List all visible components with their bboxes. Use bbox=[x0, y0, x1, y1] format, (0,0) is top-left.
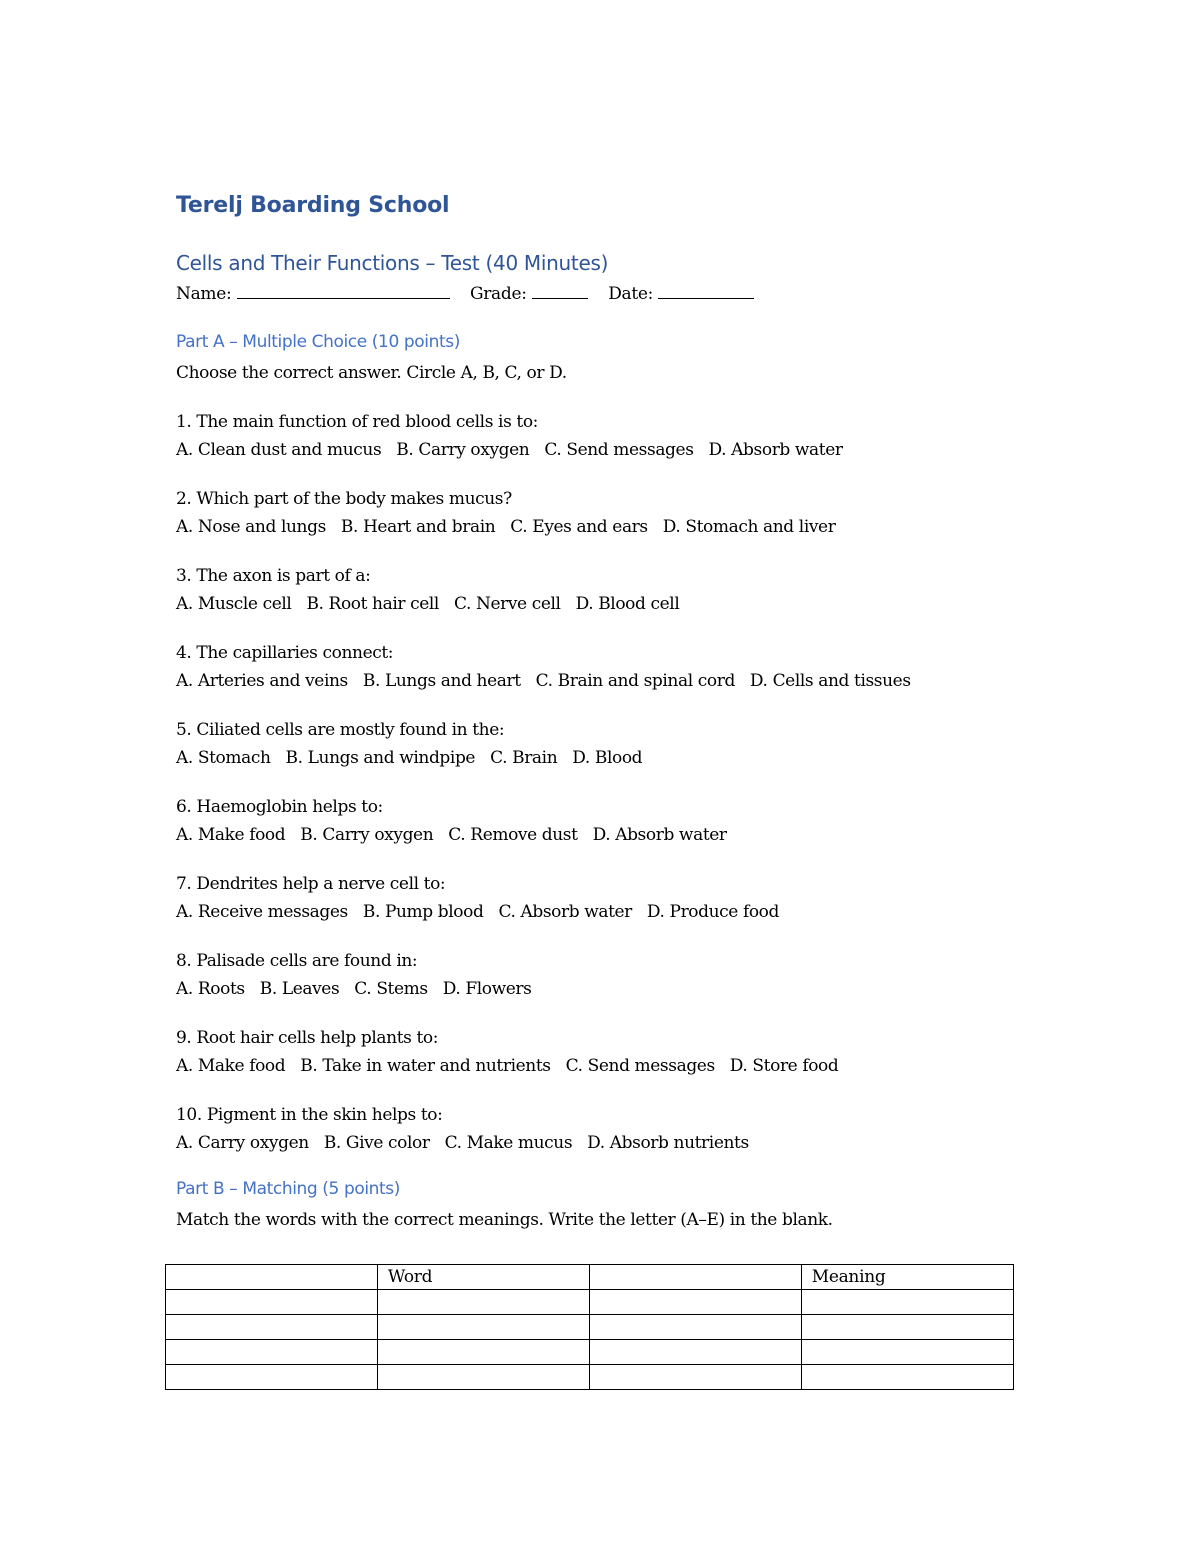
table-cell[interactable] bbox=[377, 1315, 589, 1340]
name-blank[interactable] bbox=[237, 280, 450, 299]
table-cell[interactable] bbox=[166, 1365, 378, 1390]
question-stem: 10. Pigment in the skin helps to: bbox=[176, 1105, 443, 1125]
question-stem: 3. The axon is part of a: bbox=[176, 566, 371, 586]
question-stem: 5. Ciliated cells are mostly found in the: bbox=[176, 720, 505, 740]
question-stem: 2. Which part of the body makes mucus? bbox=[176, 489, 512, 509]
header-cell-blank-1 bbox=[166, 1265, 378, 1290]
question-options: A. Muscle cell B. Root hair cell C. Nerve cell D. Blood cell bbox=[176, 594, 680, 614]
table-row bbox=[166, 1315, 1014, 1340]
table-cell[interactable] bbox=[166, 1290, 378, 1315]
question-options: A. Clean dust and mucus B. Carry oxygen C. Send messages D. Absorb water bbox=[176, 440, 843, 460]
part-a-heading: Part A – Multiple Choice (10 points) bbox=[176, 332, 460, 352]
table-cell[interactable] bbox=[377, 1290, 589, 1315]
question-options: A. Carry oxygen B. Give color C. Make mucus D. Absorb nutrients bbox=[176, 1133, 749, 1153]
grade-label: Grade: bbox=[469, 284, 527, 304]
table-cell[interactable] bbox=[801, 1340, 1013, 1365]
test-page bbox=[176, 190, 1026, 1234]
question-stem: 4. The capillaries connect: bbox=[176, 643, 394, 663]
grade-blank[interactable] bbox=[532, 280, 588, 299]
school-name: Terelj Boarding School bbox=[176, 193, 450, 218]
question-stem: 9. Root hair cells help plants to: bbox=[176, 1028, 439, 1048]
date-label: Date: bbox=[608, 284, 654, 304]
table-cell[interactable] bbox=[377, 1340, 589, 1365]
table-cell[interactable] bbox=[801, 1365, 1013, 1390]
question-options: A. Nose and lungs B. Heart and brain C. Eyes and ears D. Stomach and liver bbox=[176, 517, 836, 537]
question-2 bbox=[176, 485, 1026, 541]
table-cell[interactable] bbox=[166, 1340, 378, 1365]
table-cell[interactable] bbox=[589, 1340, 801, 1365]
question-7 bbox=[176, 870, 1026, 926]
question-options: A. Receive messages B. Pump blood C. Absorb water D. Produce food bbox=[176, 902, 779, 922]
question-3 bbox=[176, 562, 1026, 618]
matching-table bbox=[165, 1264, 1014, 1390]
question-stem: 8. Palisade cells are found in: bbox=[176, 951, 418, 971]
part-b-heading: Part B – Matching (5 points) bbox=[176, 1179, 400, 1199]
table-cell[interactable] bbox=[377, 1365, 589, 1390]
question-5 bbox=[176, 716, 1026, 772]
question-10 bbox=[176, 1101, 1026, 1157]
table-cell[interactable] bbox=[589, 1290, 801, 1315]
matching-table-header-row bbox=[166, 1265, 1014, 1290]
question-1 bbox=[176, 408, 1026, 464]
question-stem: 1. The main function of red blood cells is to: bbox=[176, 412, 539, 432]
table-cell[interactable] bbox=[589, 1315, 801, 1340]
table-row bbox=[166, 1365, 1014, 1390]
test-title: Cells and Their Functions – Test (40 Minutes) bbox=[176, 251, 609, 275]
header-cell-meaning: Meaning bbox=[801, 1265, 1013, 1290]
question-stem: 6. Haemoglobin helps to: bbox=[176, 797, 383, 817]
question-6 bbox=[176, 793, 1026, 849]
question-9 bbox=[176, 1024, 1026, 1080]
question-stem: 7. Dendrites help a nerve cell to: bbox=[176, 874, 446, 894]
table-cell[interactable] bbox=[801, 1315, 1013, 1340]
date-blank[interactable] bbox=[658, 280, 754, 299]
name-label: Name: bbox=[176, 284, 232, 304]
table-row bbox=[166, 1290, 1014, 1315]
question-options: A. Stomach B. Lungs and windpipe C. Brain D. Blood bbox=[176, 748, 643, 768]
question-8 bbox=[176, 947, 1026, 1003]
question-4 bbox=[176, 639, 1026, 695]
table-cell[interactable] bbox=[166, 1315, 378, 1340]
question-options: A. Make food B. Take in water and nutrients C. Send messages D. Store food bbox=[176, 1056, 839, 1076]
table-cell[interactable] bbox=[801, 1290, 1013, 1315]
table-cell[interactable] bbox=[589, 1365, 801, 1390]
header-cell-blank-2 bbox=[589, 1265, 801, 1290]
question-options: A. Make food B. Carry oxygen C. Remove dust D. Absorb water bbox=[176, 825, 727, 845]
part-b-instruction: Match the words with the correct meanings. Write the letter (A–E) in the blank. bbox=[176, 1210, 833, 1230]
header-cell-word: Word bbox=[377, 1265, 589, 1290]
student-info-line bbox=[176, 280, 1026, 308]
question-options: A. Arteries and veins B. Lungs and heart C. Brain and spinal cord D. Cells and tissues bbox=[176, 671, 911, 691]
table-row bbox=[166, 1340, 1014, 1365]
part-a-instruction: Choose the correct answer. Circle A, B, C, or D. bbox=[176, 363, 567, 383]
question-options: A. Roots B. Leaves C. Stems D. Flowers bbox=[176, 979, 532, 999]
